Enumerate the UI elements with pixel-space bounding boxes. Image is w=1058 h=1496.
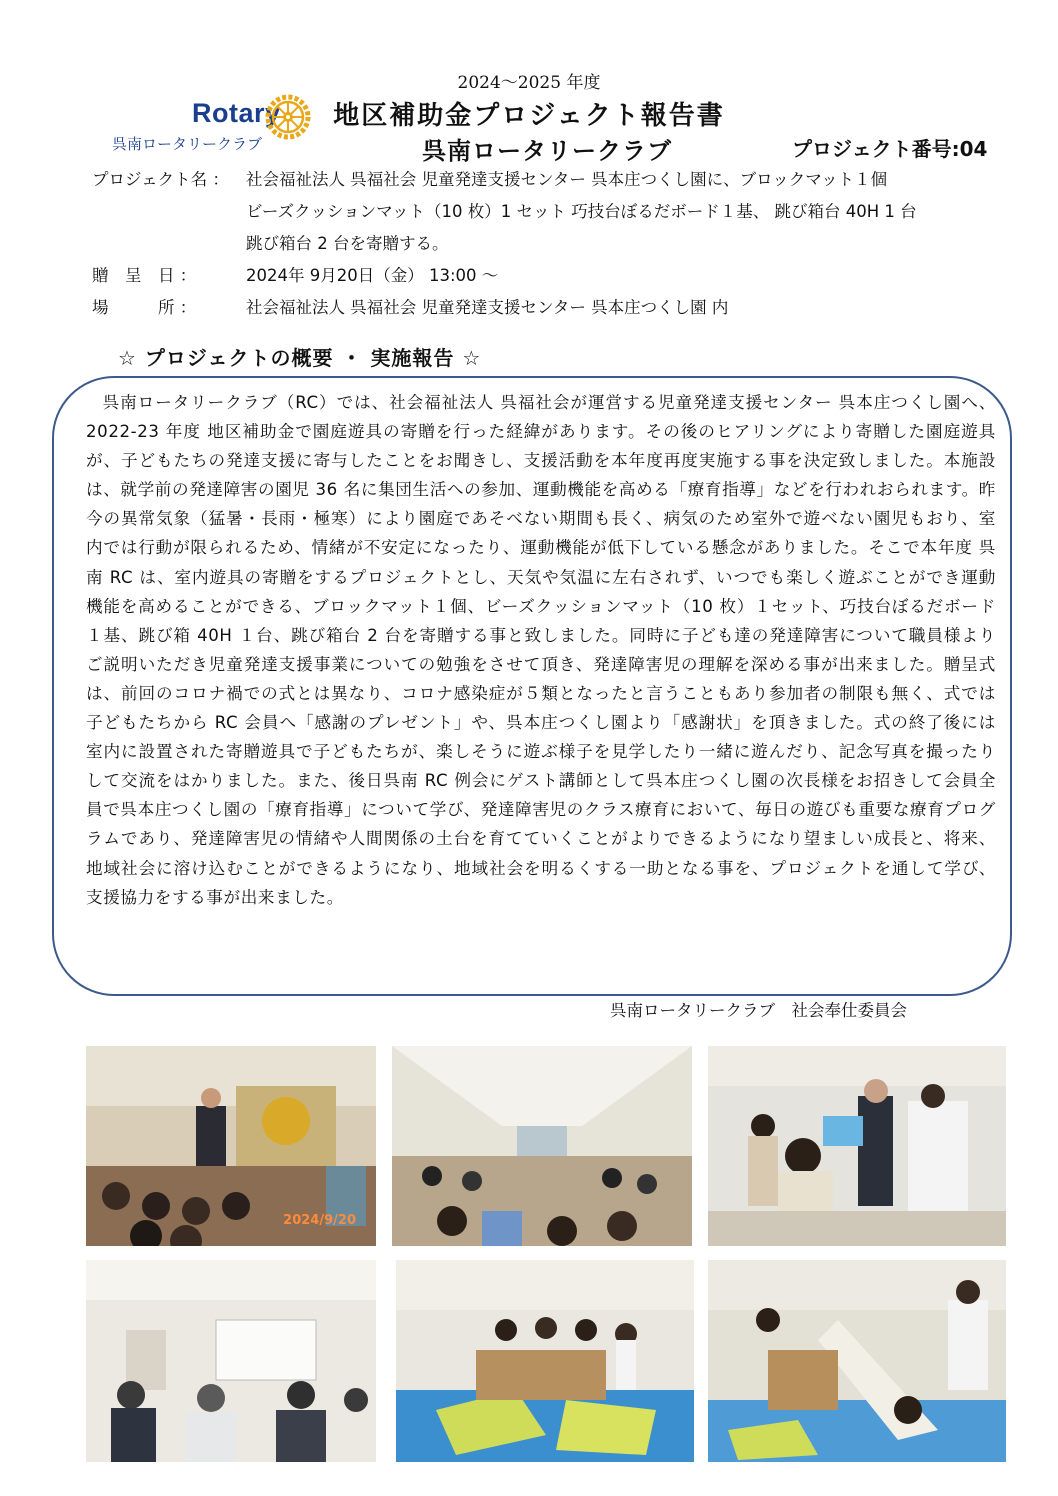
project-name-label: プロジェクト名 ： — [92, 170, 229, 189]
photo-ceremony-speech — [86, 1046, 376, 1246]
section-title: ☆ プロジェクトの概要 ・ 実施報告 ☆ — [118, 346, 482, 370]
page-title: 地区補助金プロジェクト報告書 — [333, 101, 725, 131]
place-label: 場 所 ： — [92, 298, 197, 317]
photo-gift-presentation — [708, 1046, 1006, 1246]
signature: 呉南ロータリークラブ 社会奉仕委員会 — [610, 1001, 907, 1020]
photo-seminar — [86, 1260, 376, 1462]
place-value: 社会福祉法人 呉福社会 児童発達支援センター 呉本庄つくし園 内 — [246, 298, 729, 317]
date-value: 2024年 9月20日（金） 13:00 ～ — [246, 266, 499, 285]
project-line-2: ビーズクッションマット（10 枚）1 セット 巧技台ぼるだボード１基、 跳び箱台 40H 1 台 — [246, 202, 917, 221]
project-line-1: 社会福祉法人 呉福社会 児童発達支援センター 呉本庄つくし園に、ブロックマット１個 — [246, 170, 888, 189]
project-line-3: 跳び箱台 2 台を寄贈する。 — [246, 234, 449, 253]
photo-group-play — [396, 1260, 694, 1462]
logo-club-name: 呉南ロータリークラブ — [112, 135, 263, 153]
photo-children-slope — [708, 1260, 1006, 1462]
project-number: プロジェクト番号:04 — [792, 137, 988, 161]
report-body: 呉南ロータリークラブ（RC）では、社会福祉法人 呉福社会が運営する児童発達支援センター 呉本庄つくし園へ、2022-23 年度 地区補助金で園庭遊具の寄贈を行った経緯があります。その後のヒアリングにより寄贈した園庭遊具が、子どもたちの発達支援に寄与したことをお聞きし、支援活動を本年度再度実施する事を決定致しました。本施設は、就学前の発達障害の園児 36 名に集団生活への参加、運動機能を高める「療育指導」などを行われおられます。昨今の異常気象（猛暑・長雨・極寒）により園庭であそべない期間も長く、病気のため室外で遊べない園児もおり、室内では行動が限られるため、情緒が不安定になったり、運動機能が低下している懸念がありました。そこで本年度 呉南 RC は、室内遊具の寄贈をするプロジェクトとし、天気や気温に左右されず、いつでも楽しく遊ぶことができ運動機能を高めることができる、ブロックマット１個、ビーズクッションマット（10 枚）１セット、巧技台ぼるだボード１基、跳び箱 40H １台、跳び箱台 2 台を寄贈する事と致しました。同時に子ども達の発達障害について職員様よりご説明いただき児童発達支援事業についての勉強をさせて頂き、発達障害児の理解を深める事が出来ました。贈呈式は、前回のコロナ禍での式とは異なり、コロナ感染症が５類となったと言うこともあり参加者の制限も無く、式では子どもたちから RC 会員へ「感謝のプレゼント」や、呉本庄つくし園より「感謝状」を頂きました。式の終了後には室内に設置された寄贈遊具で子どもたちが、楽しそうに遊ぶ様子を見学したり一緒に遊んだり、記念写真を撮ったりして交流をはかりました。また、後日呉南 RC 例会にゲスト講師として呉本庄つくし園の次長様をお招きして会員全員で呉本庄つくし園の「療育指導」について学び、発達障害児のクラス療育において、毎日の遊びも重要な療育プログラムであり、発達障害児の情緒や人間関係の土台を育てていくことがよりできるようになり望ましい成長と、将来、地域社会に溶け込むことができるようになり、地域社会を明るくする一助となる事を、プロジェクトを通して学び、支援協力をする事が出来ました。 — [86, 393, 996, 907]
club-name: 呉南ロータリークラブ — [422, 137, 672, 165]
date-label: 贈 呈 日 ： — [92, 266, 197, 285]
rotary-logo-text: Rotary — [192, 98, 281, 128]
fiscal-year: 2024～2025 年度 — [457, 73, 601, 93]
photo-date-stamp: 2024/9/20 — [283, 1213, 356, 1228]
photo-ceremony-hall — [392, 1046, 692, 1246]
